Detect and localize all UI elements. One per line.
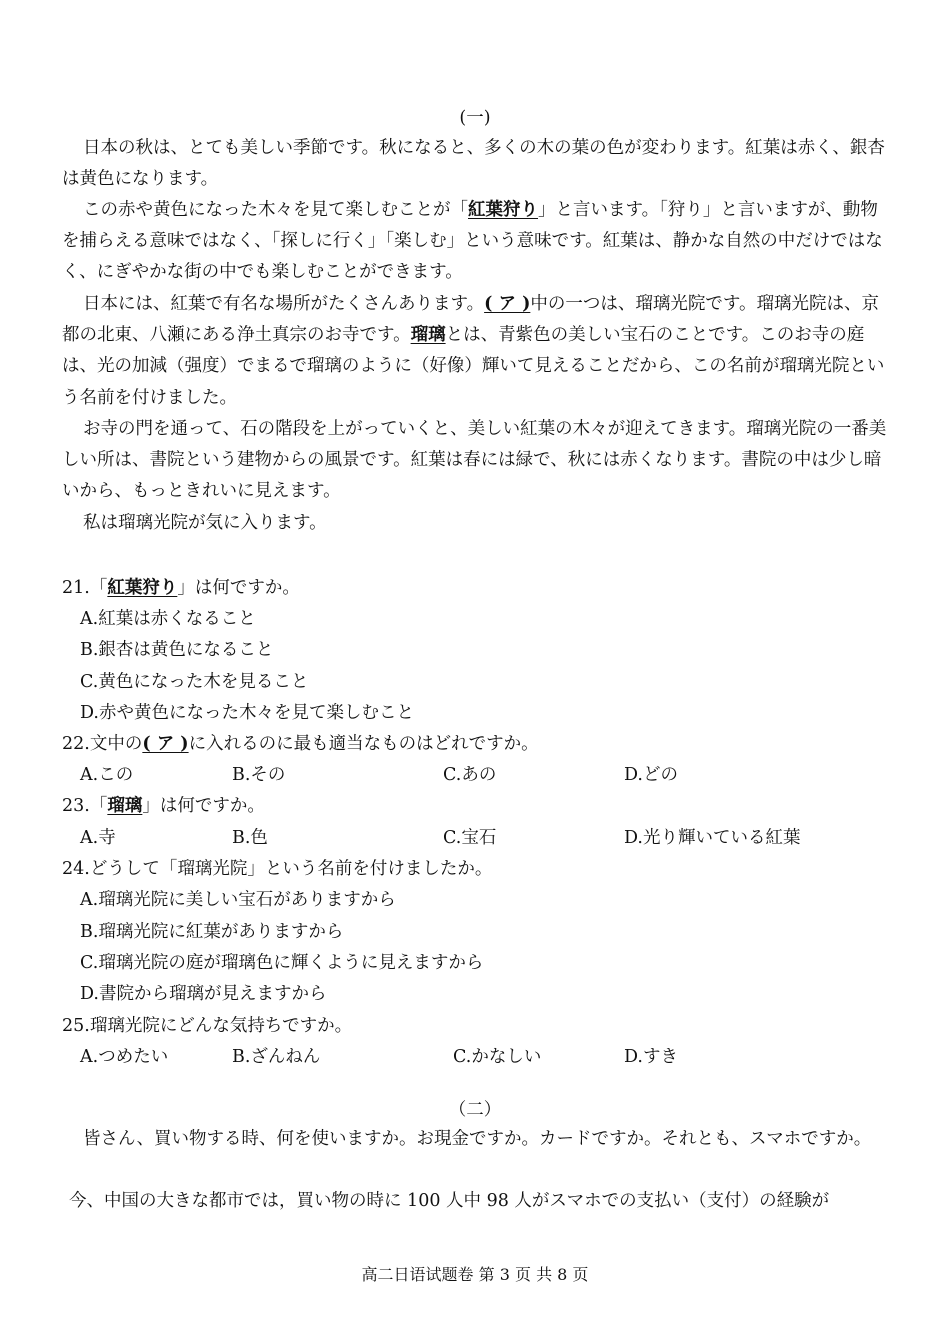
passage-2-paragraph-2: 今、中国の大きな都市では，買い物の時に 100 人中 98 人がスマホでの支払い（支付）の経験が [69,1191,830,1211]
q25-option-b: B.ざんねん [232,1047,321,1067]
section-2-title: （二） [448,1100,502,1120]
question-text: に入れるのに最も適当なものはどれですか。 [188,734,539,754]
keyword-momijigari: 紅葉狩り [468,200,538,220]
q21-option-d: D.赤や黄色になった木々を見て楽しむこと [80,703,414,723]
q21-option-c: C.黄色になった木を見ること [80,672,309,692]
question-keyword: 紅葉狩り [107,578,178,598]
question-25: 25.瑠璃光院にどんな気持ちですか。 [62,1016,353,1036]
question-21 [62,574,300,599]
passage-2-paragraph-1: 皆さん、買い物する時、何を使いますか。お現金ですか。カードですか。それとも、スマホですか。 [83,1129,872,1149]
question-text: 23.「 [62,796,108,816]
q22-option-d: D.どの [624,765,678,785]
q22-option-a: A.この [80,765,134,785]
q25-option-a: A.つめたい [80,1047,169,1067]
paragraph-text: とは、青紫色の美しい宝石のことです。このお寺の庭は、光の加減（强度）でまるで瑠璃のように（好像）輝いて見えることだから、この名前が瑠璃光院という名前を付けました。 [62,325,885,408]
keyword-ruri: 瑠璃 [410,325,446,346]
paragraph-text: この赤や黄色になった木々を見て楽しむことが「 [83,200,468,220]
q23-option-d: D.光り輝いている紅葉 [624,828,801,848]
paragraph-text: 日本には、紅葉で有名な場所がたくさんあります。 [83,294,485,314]
question-23 [62,792,265,817]
passage-1-paragraph-2 [62,195,890,289]
q24-option-d: D.書院から瑠璃が見えますから [80,984,327,1004]
question-22 [62,730,539,755]
question-text: 」は何ですか。 [142,796,265,816]
q25-option-c: C.かなしい [453,1047,542,1067]
blank-a: ( ア ) [484,294,531,314]
question-text: 21.「 [62,578,108,598]
paragraph-text: 中の一つは、瑠璃光院です。瑠璃光院は、京都の北東、八瀬にある浄土真宗のお寺です。 [62,294,879,346]
question-text: 」は何ですか。 [177,578,300,598]
q21-option-a: A.紅葉は赤くなること [80,609,256,629]
paragraph-text: 」と言います。「狩り」と言いますが、動物を捕らえる意味ではなく、「探しに行く」「楽しむ」という意味です。紅葉は、静かな自然の中だけではなく、にぎやかな街の中でも楽しむことができます。 [62,200,883,283]
section-1-title: (一) [459,108,491,128]
q24-option-b: B.瑠璃光院に紅葉がありますから [80,922,344,942]
q24-option-c: C.瑠璃光院の庭が瑠璃色に輝くように見えますから [80,953,484,973]
q23-option-a: A.寺 [80,828,116,848]
question-blank: ( ア ) [142,734,189,754]
q21-option-b: B.銀杏は黄色になること [80,640,274,660]
question-24: 24.どうして「瑠璃光院」という名前を付けましたか。 [62,859,493,879]
q22-option-b: B.その [232,765,286,785]
question-text: 22.文中の [62,734,143,754]
q23-option-c: C.宝石 [443,828,497,848]
passage-1-paragraph-3 [62,289,890,414]
passage-1-paragraph-4: お寺の門を通って、石の階段を上がっていくと、美しい紅葉の木々が迎えてきます。瑠璃光院の一番美しい所は、書院という建物からの風景です。紅葉は春には緑で、秋には赤くなります。書院の中は少し暗いから、もっときれいに見えます。 [62,419,887,502]
passage-1-paragraph-1: 日本の秋は、とても美しい季節です。秋になると、多くの木の葉の色が変わります。紅葉は赤く、銀杏は黄色になります。 [62,138,885,190]
q22-option-c: C.あの [443,765,497,785]
q25-option-d: D.すき [624,1047,678,1067]
q24-option-a: A.瑠璃光院に美しい宝石がありますから [80,890,396,910]
q23-option-b: B.色 [232,828,268,848]
question-keyword: 瑠璃 [107,796,143,816]
page-footer: 高二日语试题卷 第 3 页 共 8 页 [361,1265,589,1284]
passage-1-paragraph-5: 私は瑠璃光院が気に入ります。 [83,513,327,533]
